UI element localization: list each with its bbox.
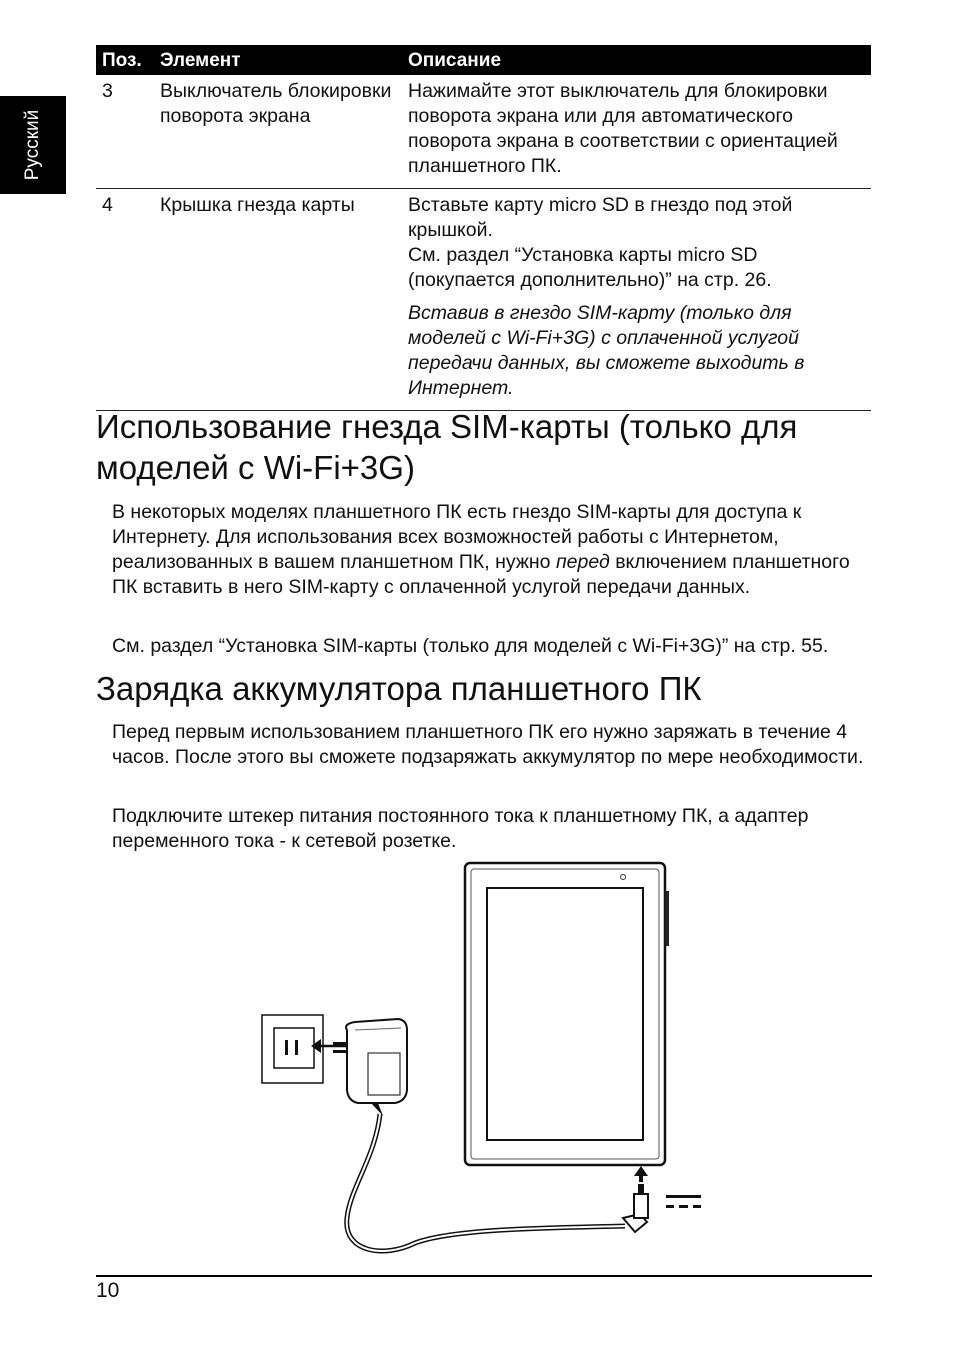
tablet-image <box>465 863 669 1165</box>
dc-plug-image <box>623 1184 648 1232</box>
header-description: Описание <box>402 45 871 75</box>
table-header-row <box>96 45 871 75</box>
table-row <box>96 75 871 189</box>
note-text: Вставив в гнездо SIM-карту (только для моделей с Wi-Fi+3G) с оплаченной услугой передачи данных, вы сможете выходить в Интернет <box>408 302 805 399</box>
section-heading-battery: Зарядка аккумулятора планшетного ПК <box>96 670 702 707</box>
sim-p1-text: В некоторых моделях планшетного ПК есть гнездо SIM-карты для доступа к Интернету. Для использования всех возможностей работы с Интернетом, реализованных в вашем планшетном ПК, нужно <box>112 501 802 573</box>
spec-table <box>96 45 871 411</box>
footer-rule <box>96 1275 872 1277</box>
row-description: Нажимайте этот выключатель для блокировки поворота экрана или для автоматического поворота экрана в соответствии с ориентацией планшетного ПК. <box>402 75 871 189</box>
ac-adapter-image <box>333 1019 407 1116</box>
page-number: 10 <box>96 1279 120 1302</box>
battery-paragraph-2: Подключите штекер питания постоянного тока к планшетному ПК, а адаптер переменного тока - к сетевой розетке. <box>112 805 809 852</box>
row-pos: 4 <box>96 189 154 411</box>
description-line: См. раздел “Установка карты micro SD (покупается дополнительно)” на стр. 26. <box>408 244 772 291</box>
section-heading-sim: Использование гнезда SIM-карты (только для моделей с Wi-Fi+3G) <box>96 408 798 486</box>
description-line: Вставьте карту micro SD в гнездо под этой крышкой. <box>408 194 793 241</box>
header-element: Элемент <box>154 45 402 75</box>
row-element: Выключатель блокировки поворота экрана <box>154 75 402 189</box>
row-description <box>402 189 871 411</box>
language-tab-label: Русский <box>22 109 43 181</box>
sim-p1-text-end: включением планшетного ПК вставить в него SIM-карту с оплаченной услугой передачи данных. <box>112 551 850 598</box>
language-tab <box>0 96 66 194</box>
sim-paragraph-2: См. раздел “Установка SIM-карты (только для моделей с Wi-Fi+3G)” на стр. 55. <box>112 635 829 657</box>
sim-paragraph-1 <box>112 500 872 600</box>
description-note: Вставив в гнездо SIM-карту (только для моделей с Wi-Fi+3G) с оплаченной услугой передачи данных, вы сможете выходить в Интернет. <box>408 302 805 399</box>
battery-paragraph-1: Перед первым использованием планшетного ПК его нужно заряжать в течение 4 часов. После этого вы сможете подзаряжать аккумулятор по мере необходимости. <box>112 721 864 768</box>
dc-symbol-icon <box>666 1195 701 1208</box>
charging-illustration <box>255 858 715 1268</box>
wall-socket-image <box>262 1015 323 1083</box>
sim-p1-emphasis: перед <box>555 551 610 573</box>
row-pos: 3 <box>96 75 154 189</box>
header-pos: Поз. <box>96 45 154 75</box>
row-element: Крышка гнезда карты <box>154 189 402 411</box>
table-row <box>96 189 871 411</box>
